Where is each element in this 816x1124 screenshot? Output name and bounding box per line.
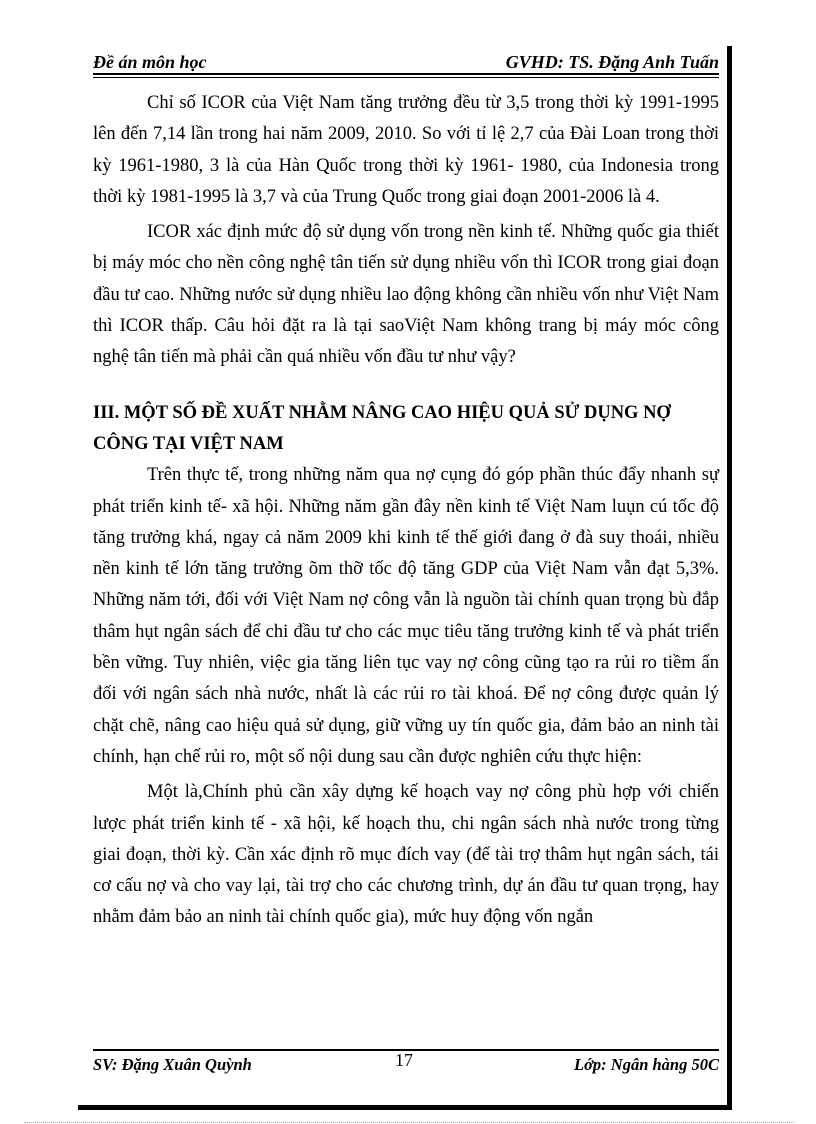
page-footer [93, 1052, 719, 1078]
footer-class-name: Lớp: Ngân hàng 50C [573, 1055, 719, 1074]
document-body [93, 88, 719, 938]
page-border-shadow-right [727, 46, 732, 1110]
page-border-shadow-bottom [78, 1105, 732, 1110]
header-rule-thin [93, 77, 719, 78]
page-number: 17 [395, 1050, 413, 1070]
header-rule-thick [93, 73, 719, 75]
section-heading: III. MỘT SỐ ĐỀ XUẤT NHẰM NÂNG CAO HIỆU QUẢ SỬ DỤNG NỢ CÔNG TẠI VIỆT NAM [93, 402, 671, 454]
page-header [93, 47, 719, 73]
paragraph-public-debt-overview: Trên thực tế, trong những năm qua nợ cụng đó góp phần thúc đẩy nhanh sự phát triển kinh tế- xã hội. Những năm gần đây nền kinh tế Việt Nam luụn cú tốc độ tăng trưởng khá, ngay cả năm 2009 khi kinh tế thế giới đang ở đà suy thoái, nhiều nền kinh tế lớn tăng trưởng õm thỡ tốc độ tăng GDP của Việt Nam vẫn đạt 5,3%. Những năm tới, đối với Việt Nam nợ công vẫn là nguồn tài chính quan trọng bù đắp thâm hụt ngân sách để chi đầu tư cho các mục tiêu tăng trưởng kinh tế và phát triển bền vững. Tuy nhiên, việc gia tăng liên tục vay nợ công cũng tạo ra rủi ro tiềm ẩn đối với ngân sách nhà nước, nhất là các rủi ro tài khoá. Để nợ công được quản lý chặt chẽ, nâng cao hiệu quả sử dụng, giữ vững uy tín quốc gia, đảm bảo an ninh tài chính, hạn chế rủi ro, một số nội dung sau cần được nghiên cứu thực hiện: [93, 465, 719, 767]
paragraph-icor-comparison: Chỉ số ICOR của Việt Nam tăng trưởng đều từ 3,5 trong thời kỳ 1991-1995 lên đến 7,14 lần trong hai năm 2009, 2010. So với tỉ lệ 2,7 của Đài Loan trong thời kỳ 1961-1980, 3 là của Hàn Quốc trong thời kỳ 1961- 1980, của Indonesia trong thời kỳ 1981-1995 là 3,7 và của Trung Quốc trong giai đoạn 2001-2006 là 4. [93, 93, 719, 207]
paragraph-icor-definition: ICOR xác định mức độ sử dụng vốn trong nền kinh tế. Những quốc gia thiết bị máy móc cho nền công nghệ tân tiến sử dụng nhiều vốn thì ICOR trong giai đoạn đầu tư cao. Những nước sử dụng nhiều lao động không cần nhiều vốn như Việt Nam thì ICOR thấp. Câu hỏi đặt ra là tại saoViệt Nam không trang bị máy móc công nghệ tân tiến mà phải cần quá nhiều vốn đầu tư như vậy? [93, 222, 719, 368]
paragraph-recommendation-one: Một là,Chính phủ cần xây dựng kế hoạch vay nợ công phù hợp với chiến lược phát triển kinh tế - xã hội, kế hoạch thu, chi ngân sách nhà nước trong từng giai đoạn, thời kỳ. Cần xác định rõ mục đích vay (để tài trợ thâm hụt ngân sách, tái cơ cấu nợ và cho vay lại, tài trợ cho các chương trình, dự án đầu tư quan trọng, hay nhằm đảm bảo an ninh tài chính quốc gia), mức huy động vốn ngắn [93, 782, 719, 928]
header-course-title: Đề án môn học [93, 52, 207, 72]
footer-student-name: SV: Đặng Xuân Quỳnh [93, 1055, 252, 1074]
header-instructor: GVHD: TS. Đặng Anh Tuấn [505, 52, 719, 72]
